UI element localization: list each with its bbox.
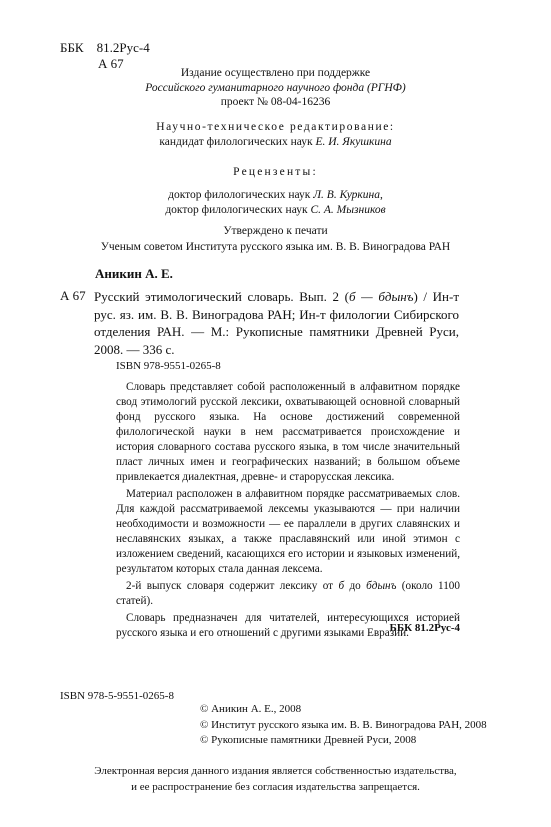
editing-title: Научно-техническое редактирование: — [156, 121, 395, 133]
bbk-code: 81.2Рус-4 — [96, 40, 150, 55]
biblio-italic: б — бдынъ — [348, 289, 414, 304]
bbk-code-bottom: ББК 81.2Рус-4 — [389, 622, 460, 634]
editor-name: Е. И. Якушкина — [315, 136, 392, 148]
electronic-notice — [0, 763, 551, 795]
reviewer-2-prefix: доктор филологических наук — [165, 204, 311, 216]
bbk-classification — [60, 40, 150, 56]
bbk-label: ББК — [60, 40, 84, 55]
abstract — [116, 380, 460, 641]
isbn-bottom: ISBN 978-5-9551-0265-8 — [60, 690, 174, 702]
bibliographic-record — [94, 288, 459, 358]
editor-prefix: кандидат филологических наук — [159, 136, 316, 148]
abstract-paragraph-2: Материал расположен в алфавитном порядке рассматриваемых слов. Для каждой рассматриваемой лексемы указываются — при наличии необходимости и возможности — ее параллели в других славянских и неславянских языках, а также праславянский или иной этимон с изложением сведений, касающихся его истории и языковых изменений, результатом которых стала данная лексема. — [116, 488, 460, 575]
notice-line-2: и ее распространение без согласия издательства запрещается. — [131, 781, 420, 793]
funding-line-1: Издание осуществлено при поддержке — [180, 67, 371, 79]
reviewer-1-name: Л. В. Куркина — [313, 189, 380, 201]
biblio-part-2: ) / Ин-т рус. яз. им. В. В. Виноградова РАН; Ин-т филологии Сибирского отделения РАН. — М.: Рукописные памятники Древней Руси, 2008. — 336 с. — [94, 289, 460, 357]
author-heading: Аникин А. Е. — [95, 266, 173, 281]
abstract-paragraph-3: 2-й выпуск словаря содержит лексику от б до бдынъ (около 1100 статей). — [116, 580, 460, 607]
copyright-block — [200, 702, 487, 749]
approval-line-2: Ученым советом Института русского языка им. В. В. Виноградова РАН — [100, 241, 451, 253]
biblio-part-1: Русский этимологический словарь. Вып. 2 ( — [94, 289, 349, 304]
reviewer-1-suffix: , — [380, 189, 383, 201]
reviewer-2 — [0, 203, 551, 218]
reviewer-1-prefix: доктор филологических наук — [168, 189, 314, 201]
record-code: А 67 — [60, 288, 86, 303]
author-mark: А 67 — [98, 56, 124, 71]
reviewer-2-name: С. А. Мызников — [310, 204, 386, 216]
copyright-2: © Институт русского языка им. В. В. Виноградова РАН, 2008 — [200, 718, 487, 731]
copyright-3: © Рукописные памятники Древней Руси, 2008 — [200, 734, 417, 746]
abstract-paragraph-4: Словарь предназначен для читателей, интересующихся историей русского языка и его отношений с другими языками Евразии. — [116, 612, 460, 639]
funding-line-3: проект № 08-04-16236 — [220, 96, 331, 108]
editor — [0, 136, 551, 148]
reviewers-list — [0, 188, 551, 218]
approval-line-1: Утверждено к печати — [223, 225, 328, 237]
funding-note — [0, 66, 551, 110]
isbn-record: ISBN 978-9551-0265-8 — [116, 360, 221, 372]
notice-line-1: Электронная версия данного издания является собственностью издательства, — [94, 765, 457, 777]
reviewers-title: Рецензенты: — [233, 166, 318, 178]
funding-line-2: Российского гуманитарного научного фонда (РГНФ) — [145, 81, 406, 94]
reviewer-1 — [0, 188, 551, 203]
abstract-paragraph-1: Словарь представляет собой расположенный в алфавитном порядке свод этимологий русской лексики, охватывающей основной словарный фонд русского языка. На основе достижений современной филологической науки в нем рассматривается происхождение и история словарного состава русского языка, в том числе значительный пласт личных имен и географических названий; в большом объеме привлекается диалектная, древне- и старорусская лексика. — [116, 381, 460, 483]
copyright-1: © Аникин А. Е., 2008 — [200, 703, 302, 715]
